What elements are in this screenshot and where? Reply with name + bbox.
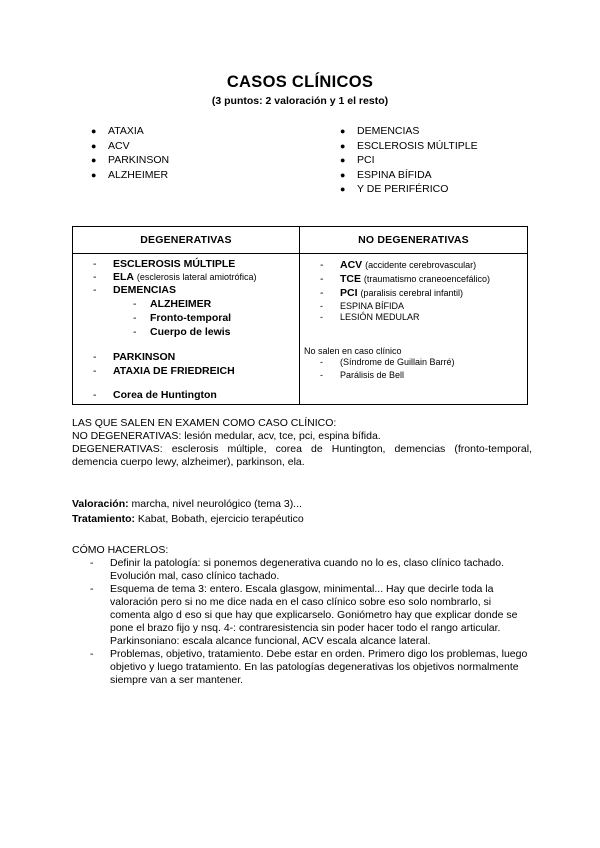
bullet-icon: ● (340, 155, 346, 166)
how-list (90, 557, 530, 687)
list-item: - Parálisis de Bell (320, 370, 405, 380)
bullet-icon: ● (91, 155, 97, 166)
degenerative-header: DEGENERATIVAS (73, 227, 300, 254)
list-item: ● DEMENCIAS (340, 125, 420, 137)
exam-no-degenerativas: NO DEGENERATIVAS: lesión medular, acv, tce, pci, espina bífida. (72, 430, 381, 442)
page-title: CASOS CLÍNICOS (226, 73, 374, 91)
list-item: ● ESCLEROSIS MÚLTIPLE (340, 139, 478, 152)
exam-degenerativas: DEGENERATIVAS: esclerosis múltiple, corea de Huntington, demencias (fronto-temporal, demencia cuerpo lewy, alzheimer), parkinson, ela. (72, 443, 532, 468)
list-item: ● ESPINA BÍFIDA (340, 168, 432, 181)
non-degenerative-header: NO DEGENERATIVAS (300, 227, 528, 254)
non-degenerative-cell (300, 254, 528, 405)
list-item: - Fronto-temporal (133, 312, 232, 324)
list-item: ● ACV (91, 139, 130, 152)
list-item: - ATAXIA DE FRIEDREICH (93, 365, 235, 377)
list-item: - Definir la patología: si ponemos degenerativa cuando no lo es, claso clínico tachado. Evolución mal, caso clínico tachado. (90, 557, 504, 582)
pathology-list-left (91, 124, 169, 182)
list-item: - Cuerpo de lewis (133, 326, 231, 338)
list-item: - DEMENCIAS (93, 284, 177, 296)
list-item: ● PCI (340, 154, 375, 167)
list-item: - (Síndrome de Guillain Barré) (320, 357, 455, 367)
list-item: - ACV (accidente cerebrovascular) (320, 259, 477, 271)
list-item: - Problemas, objetivo, tratamiento. Debe estar en orden. Primero digo los problemas, luego objetivo y luego tratamiento. En las patologías degenerativas los objetivos normalmente siempre van a ser mantener. (90, 648, 528, 686)
how-section (72, 544, 532, 687)
list-item: ● ALZHEIMER (91, 168, 169, 181)
exam-heading: LAS QUE SALEN EN EXAMEN COMO CASO CLÍNICO: (72, 417, 337, 429)
list-item: - Esquema de tema 3: entero. Escala glasgow, minimental... Hay que decirle toda la valoración pero si no me dice nada en el caso clínico sobre eso solo nombrarlo, si comenta algo d eso si que hay que explicarselo. Goniómetro hay que explicar donde se pone el brazo fijo y nsq. 4-: contraresistencia sin poder hacer todo el rango articular. Parkinsoniano: escala alcance funcional, ACV escala alcance lateral. (90, 583, 518, 647)
list-item: - Corea de Huntington (93, 389, 217, 401)
bullet-icon: ● (340, 140, 346, 151)
bullet-icon: ● (91, 126, 97, 136)
bullet-icon: ● (340, 169, 346, 180)
classification-table (72, 226, 528, 405)
valoracion-line: Valoración: marcha, nivel neurológico (tema 3)... (72, 498, 302, 510)
exam-section (72, 417, 532, 469)
list-item: - ESCLEROSIS MÚLTIPLE (93, 258, 236, 270)
list-item: - ALZHEIMER (133, 298, 212, 310)
list-item: - PARKINSON (93, 351, 176, 363)
page-subtitle: (3 puntos: 2 valoración y 1 el resto) (211, 95, 389, 107)
how-title: CÓMO HACERLOS: (72, 544, 169, 556)
pathology-list-right (340, 124, 478, 197)
tratamiento-line: Tratamiento: Kabat, Bobath, ejercicio terapéutico (72, 513, 304, 525)
list-item: - PCI (paralisis cerebral infantil) (320, 287, 463, 299)
note-text: No salen en caso clínico (304, 346, 402, 356)
bullet-icon: ● (91, 140, 97, 151)
list-item: ● ATAXIA (91, 125, 144, 137)
degenerative-cell (73, 254, 300, 405)
bullet-icon: ● (91, 169, 97, 180)
list-item: ● PARKINSON (91, 154, 170, 167)
parkinsoniano-note: Parkinsoniano: escala alcance funcional, ACV escala alcance lateral. (110, 635, 431, 647)
list-item: ● Y DE PERIFÉRICO (340, 183, 449, 196)
list-item: - ELA (esclerosis lateral amiotrófica) (93, 271, 257, 283)
bullet-icon: ● (340, 184, 346, 195)
list-item: - LESIÓN MEDULAR (320, 312, 420, 322)
list-item: - TCE (traumatismo craneoencefálico) (320, 273, 490, 285)
list-item: - ESPINA BÍFIDA (320, 301, 405, 311)
bullet-icon: ● (340, 126, 346, 136)
